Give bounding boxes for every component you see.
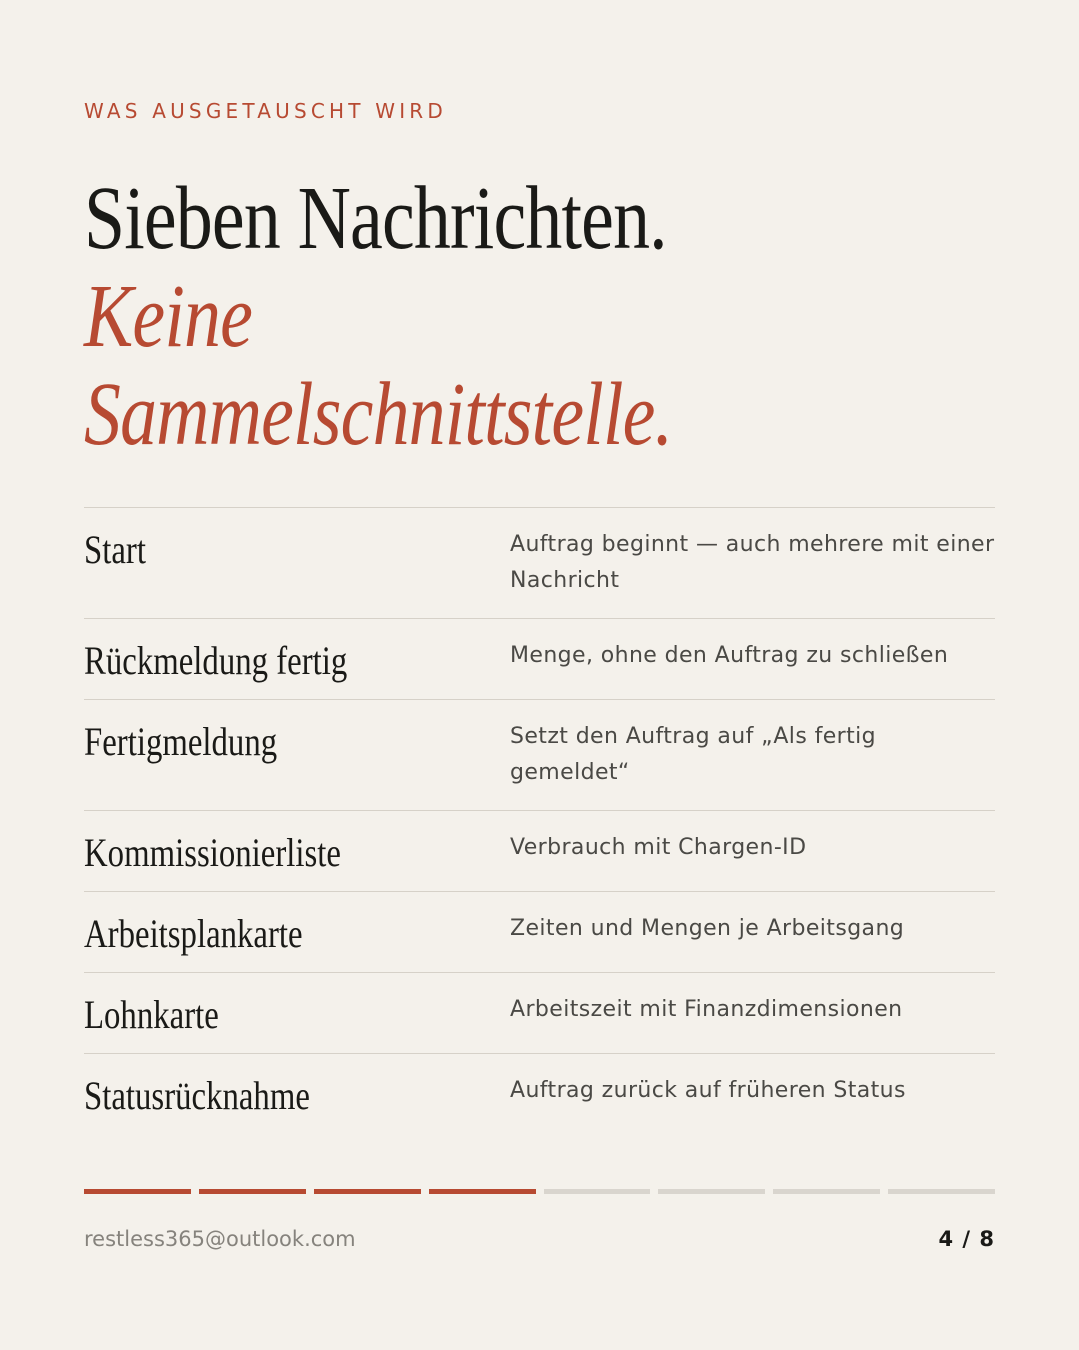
progress-segment — [888, 1189, 995, 1194]
contact-email: restless365@outlook.com — [84, 1227, 356, 1251]
message-name: Start — [84, 527, 146, 572]
message-description: Verbrauch mit Chargen-ID — [510, 835, 807, 860]
message-name: Kommissionierliste — [84, 830, 341, 875]
progress-segment — [544, 1189, 651, 1194]
message-name: Rückmeldung fertig — [84, 638, 348, 683]
headline-accent-line2: Sammelschnittstelle. — [84, 365, 673, 464]
message-description: Auftrag zurück auf früheren Status — [510, 1078, 906, 1103]
message-description: Menge, ohne den Auftrag zu schließen — [510, 643, 949, 668]
message-row — [84, 507, 995, 618]
progress-segment — [429, 1189, 536, 1194]
progress-segment — [199, 1189, 306, 1194]
progress-segment — [773, 1189, 880, 1194]
eyebrow-label: WAS AUSGETAUSCHT WIRD — [84, 99, 447, 123]
message-table — [84, 507, 995, 1134]
progress-segment — [314, 1189, 421, 1194]
page-indicator: 4 / 8 — [938, 1227, 995, 1251]
message-row — [84, 972, 995, 1053]
headline-line1: Sieben Nachrichten. — [84, 169, 667, 268]
message-row — [84, 699, 995, 810]
message-row — [84, 618, 995, 699]
message-name: Statusrücknahme — [84, 1073, 310, 1118]
message-row — [84, 1053, 995, 1134]
headline — [84, 170, 855, 464]
message-description: Auftrag beginnt — auch mehrere mit einer Nachricht — [510, 532, 995, 593]
message-description: Setzt den Auftrag auf „Als fertig gemeldet“ — [510, 724, 877, 785]
message-name: Arbeitsplankarte — [84, 911, 303, 956]
message-name: Lohnkarte — [84, 992, 219, 1037]
progress-segment — [658, 1189, 765, 1194]
headline-accent-line1: Keine — [84, 267, 253, 366]
message-row — [84, 810, 995, 891]
progress-segment — [84, 1189, 191, 1194]
message-description: Arbeitszeit mit Finanzdimensionen — [510, 997, 903, 1022]
message-description: Zeiten und Mengen je Arbeitsgang — [510, 916, 905, 941]
message-row — [84, 891, 995, 972]
message-name: Fertigmeldung — [84, 719, 278, 764]
slide-progress-bar — [84, 1189, 995, 1194]
